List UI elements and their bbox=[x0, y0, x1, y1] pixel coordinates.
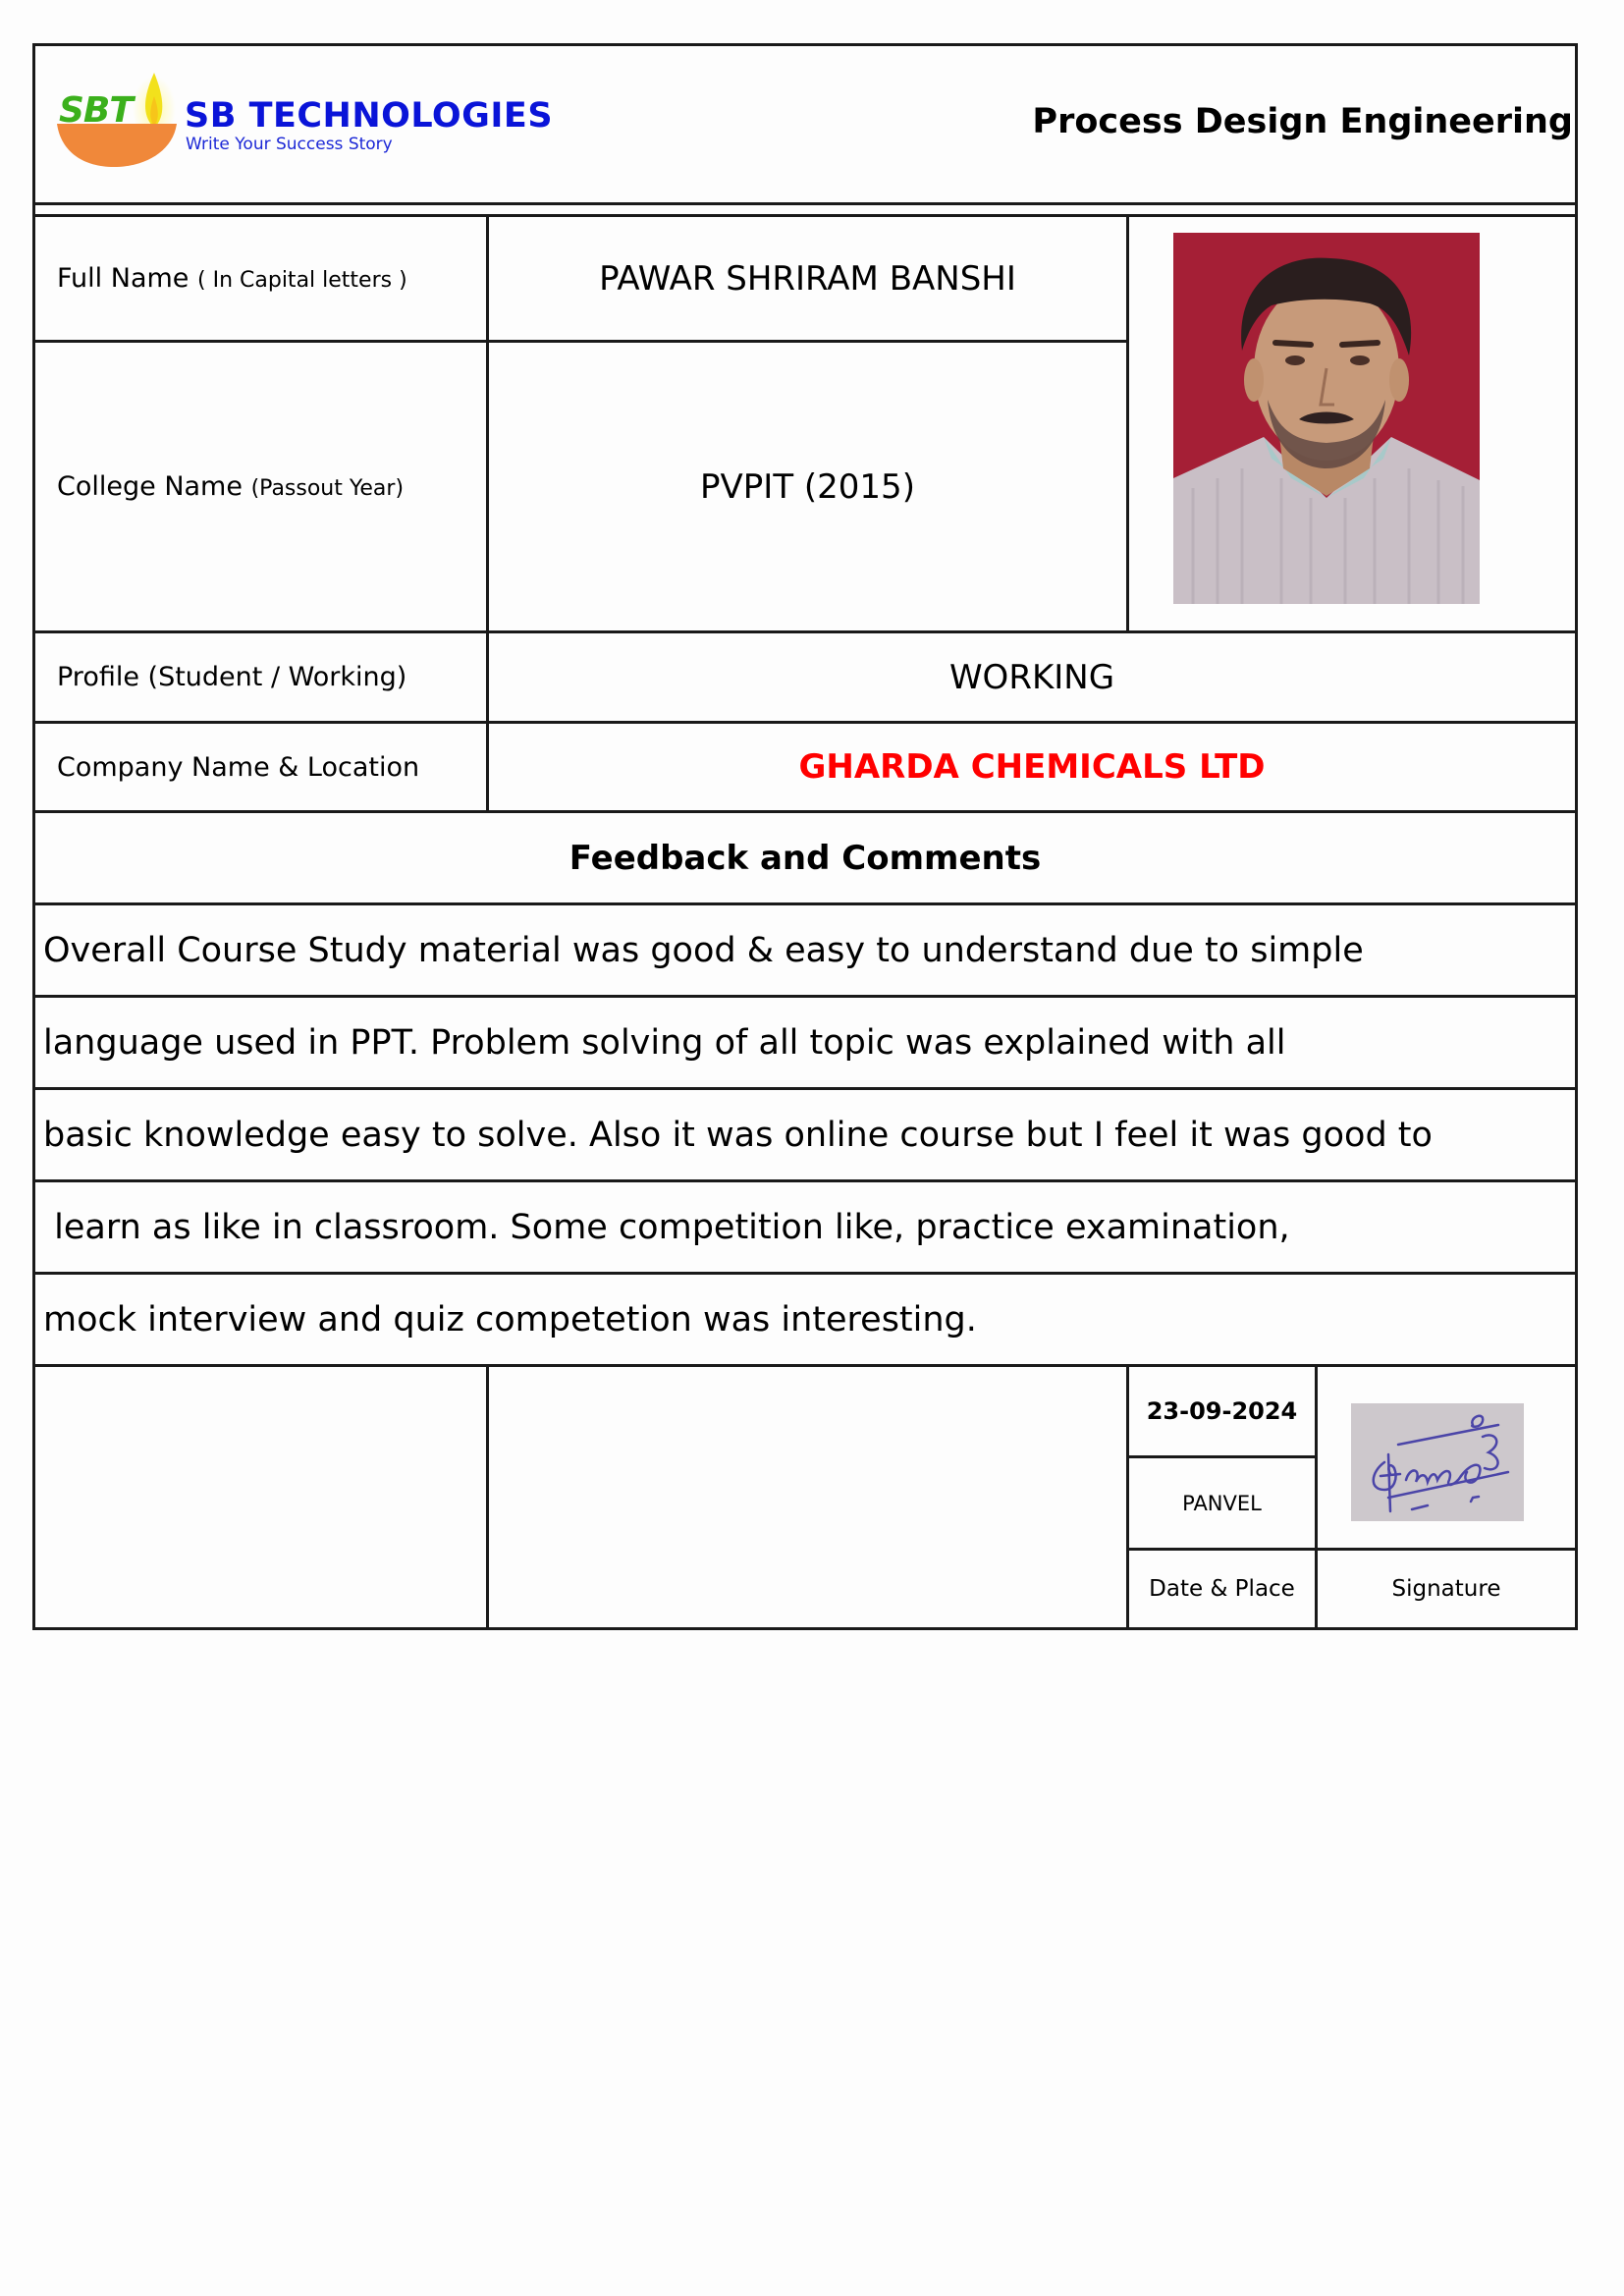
full-name-hint: ( In Capital letters ) bbox=[197, 268, 407, 293]
date-cell bbox=[1129, 1367, 1315, 1455]
company-value-cell bbox=[489, 724, 1575, 810]
profile-label-text: Profile (Student / Working) bbox=[57, 662, 407, 692]
company-value: GHARDA CHEMICALS LTD bbox=[798, 747, 1266, 787]
full-name-value-cell bbox=[489, 217, 1126, 340]
feedback-heading-cell bbox=[35, 813, 1575, 902]
logo-mark: SBT bbox=[59, 90, 133, 131]
company-label bbox=[35, 724, 486, 810]
profile-label bbox=[35, 633, 486, 721]
college-label bbox=[35, 343, 486, 630]
full-name-label bbox=[35, 217, 486, 340]
date-value: 23-09-2024 bbox=[1146, 1397, 1298, 1425]
footer-blank-cell-2 bbox=[489, 1367, 1126, 1627]
date-place-label: Date & Place bbox=[1149, 1576, 1295, 1602]
college-value-cell bbox=[489, 343, 1126, 630]
signature-label: Signature bbox=[1391, 1576, 1501, 1602]
feedback-line: language used in PPT. Problem solving of all topic was explained with all bbox=[43, 1022, 1286, 1063]
profile-value: WORKING bbox=[948, 657, 1115, 697]
signature-label-cell bbox=[1318, 1551, 1575, 1627]
brand-tagline: Write Your Success Story bbox=[186, 135, 393, 154]
college-value: PVPIT (2015) bbox=[700, 466, 915, 507]
handwritten-signature-icon bbox=[1351, 1403, 1524, 1521]
place-cell bbox=[1129, 1458, 1315, 1548]
college-label-text: College Name bbox=[57, 471, 243, 502]
company-label-text: Company Name & Location bbox=[57, 751, 420, 783]
full-name-value: PAWAR SHRIRAM BANSHI bbox=[599, 258, 1016, 299]
full-name-label-text: Full Name bbox=[57, 263, 189, 294]
person-photo-icon bbox=[1173, 233, 1480, 604]
college-hint: (Passout Year) bbox=[250, 476, 405, 501]
footer-blank-cell-1 bbox=[35, 1367, 486, 1627]
feedback-line: Overall Course Study material was good & easy to understand due to simple bbox=[43, 930, 1364, 970]
feedback-line: mock interview and quiz competetion was interesting. bbox=[43, 1299, 977, 1339]
course-title: Process Design Engineering bbox=[1032, 102, 1573, 141]
date-place-label-cell bbox=[1129, 1551, 1315, 1627]
feedback-line: learn as like in classroom. Some competition like, practice examination, bbox=[43, 1207, 1290, 1247]
brand-name: SB TECHNOLOGIES bbox=[185, 96, 554, 136]
feedback-heading: Feedback and Comments bbox=[568, 838, 1042, 878]
feedback-line: basic knowledge easy to solve. Also it was online course but I feel it was good to bbox=[43, 1115, 1433, 1155]
profile-value-cell bbox=[489, 633, 1575, 721]
place-value: PANVEL bbox=[1182, 1491, 1262, 1515]
